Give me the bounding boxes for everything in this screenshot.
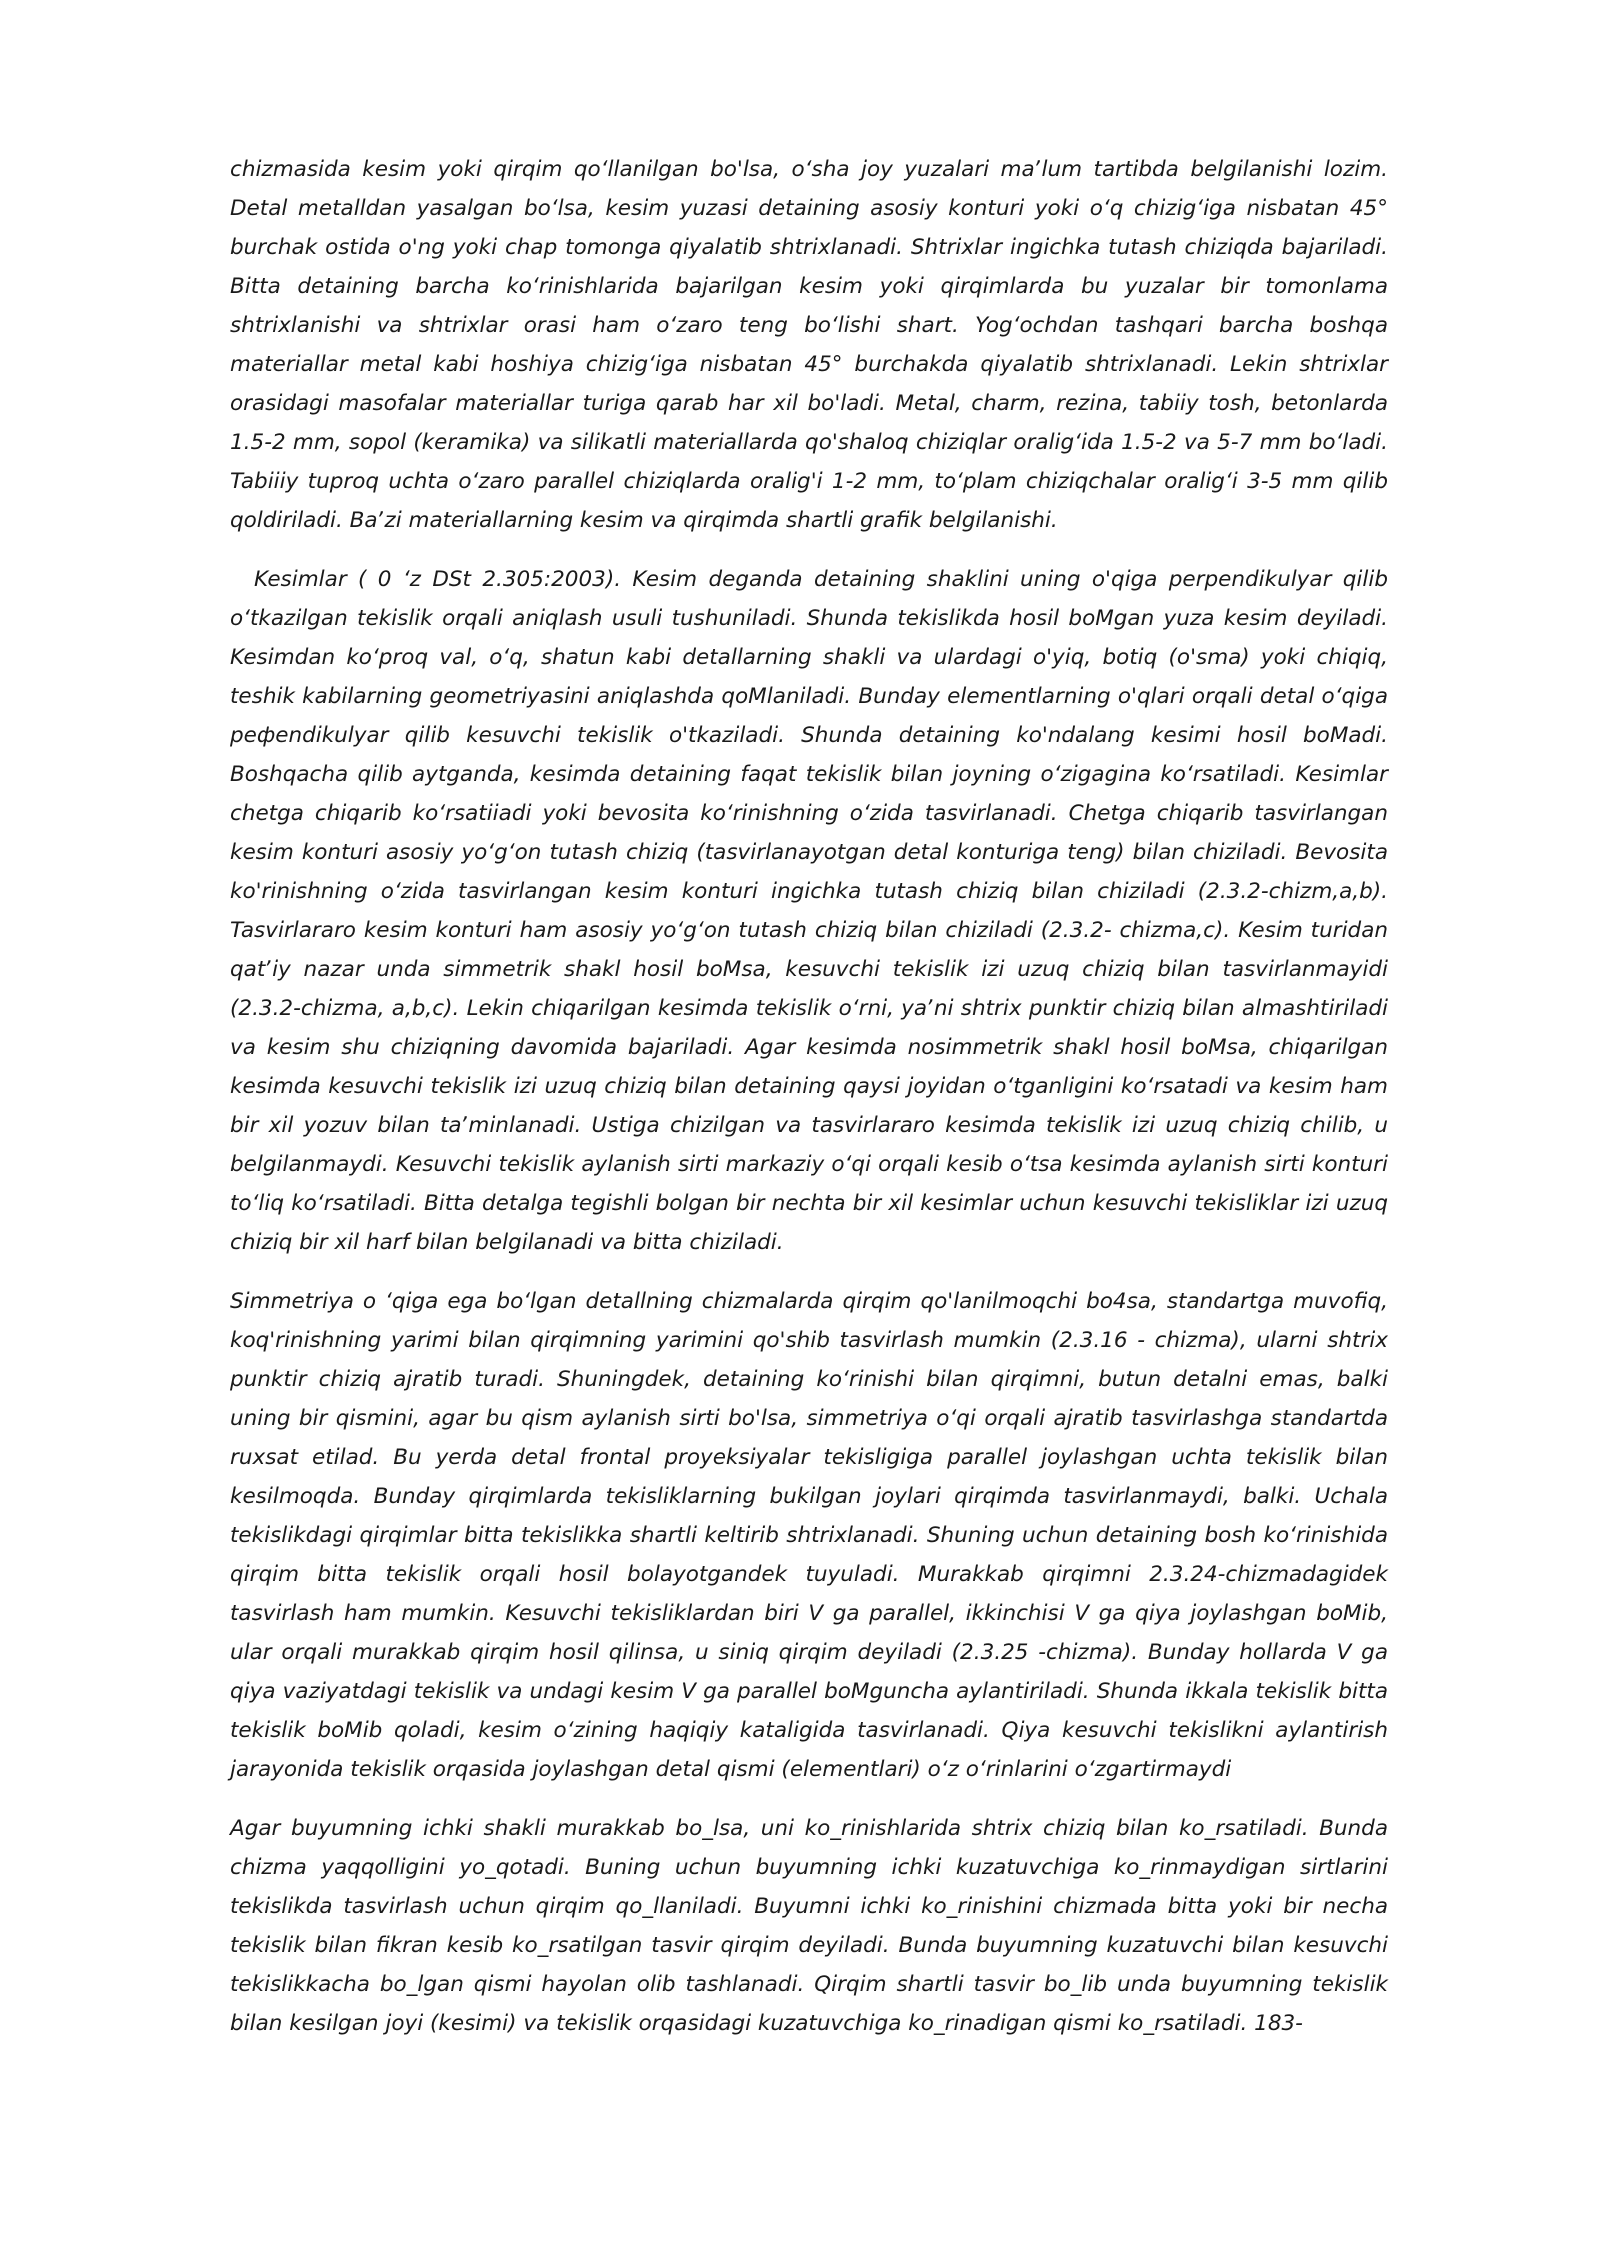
paragraph-shading-rules: chizmasida kesim yoki qirqim qoʻllanilgan bo'lsa, oʻsha joy yuzalari maʼlum tartibda belgilanishi lozim. Detal metalldan yasalgan boʻlsa, kesim yuzasi detaining asosiy konturi yoki oʻq chizigʻiga nisbatan 45° burchak ostida o'ng yoki chap tomonga qiyalatib shtrixlanadi. Shtrixlar ingichka tutash chiziqda bajariladi. Bitta detaining barcha koʻrinishlarida bajarilgan kesim yoki qirqimlarda bu yuzalar bir tomonlama shtrixlanishi va shtrixlar orasi ham oʻzaro teng boʻlishi shart. Yogʻochdan tashqari barcha boshqa materiallar metal kabi hoshiya chizigʻiga nisbatan 45° burchakda qiyalatib shtrixlanadi. Lekin shtrixlar orasidagi masofalar materiallar turiga qarab har xil bo'ladi. Metal, charm, rezina, tabiiy tosh, betonlarda 1.5-2 mm, sopol (keramika) va silikatli materiallarda qo'shaloq chiziqlar oraligʻida 1.5-2 va 5-7 mm boʻladi. Tabiiiy tuproq uchta oʻzaro parallel chiziqlarda oralig'i 1-2 mm, toʻplam chiziqchalar oraligʻi 3-5 mm qilib qoldiriladi. Baʼzi materiallarning kesim va qirqimda shartli grafik belgilanishi. (230, 157, 1388, 533)
document-page (230, 150, 1388, 2063)
paragraph-sections: Kesimlar ( 0 ʻz DSt 2.305:2003). Kesim deganda detaining shaklini uning o'qiga perpendikulyar qilib oʻtkazilgan tekislik orqali aniqlash usuli tushuniladi. Shunda tekislikda hosil boMgan yuza kesim deyiladi. Kesimdan koʻproq val, oʻq, shatun kabi detallarning shakli va ulardagi o'yiq, botiq (o'sma) yoki chiqiq, teshik kabilarning geometriyasini aniqlashda qoMlaniladi. Bunday elementlarning o'qlari orqali detal oʻqiga peфendikulyar qilib kesuvchi tekislik o'tkaziladi. Shunda detaining ko'ndalang kesimi hosil boMadi. Boshqacha qilib aytganda, kesimda detaining faqat tekislik bilan joyning oʻzigagina koʻrsatiladi. Kesimlar chetga chiqarib koʻrsatiiadi yoki bevosita koʻrinishning oʻzida tasvirlanadi. Chetga chiqarib tasvirlangan kesim konturi asosiy yoʻgʻon tutash chiziq (tasvirlanayotgan detal konturiga teng) bilan chiziladi. Bevosita ko'rinishning oʻzida tasvirlangan kesim konturi ingichka tutash chiziq bilan chiziladi (2.3.2-chizm,a,b). Tasvirlararo kesim konturi ham asosiy yoʻgʻon tutash chiziq bilan chiziladi (2.3.2- chizma,c). Kesim turidan qatʼiy nazar unda simmetrik shakl hosil boMsa, kesuvchi tekislik izi uzuq chiziq bilan tasvirlanmayidi (2.3.2-chizma, a,b,c). Lekin chiqarilgan kesimda tekislik oʻrni, yaʼni shtrix punktir chiziq bilan almashtiriladi va kesim shu chiziqning davomida bajariladi. Agar kesimda nosimmetrik shakl hosil boMsa, chiqarilgan kesimda kesuvchi tekislik izi uzuq chiziq bilan detaining qaysi joyidan oʻtganligini koʻrsatadi va kesim ham bir xil yozuv bilan taʼminlanadi. Ustiga chizilgan va tasvirlararo kesimda tekislik izi uzuq chiziq chilib, u belgilanmaydi. Kesuvchi tekislik aylanish sirti markaziy oʻqi orqali kesib oʻtsa kesimda aylanish sirti konturi toʻliq koʻrsatiladi. Bitta detalga tegishli bolgan bir nechta bir xil kesimlar uchun kesuvchi tekisliklar izi uzuq chiziq bir xil harf bilan belgilanadi va bitta chiziladi. (230, 567, 1388, 1255)
paragraph-internal-shape: Agar buyumning ichki shakli murakkab bo_lsa, uni ko_rinishlarida shtrix chiziq bilan ko_rsatiladi. Bunda chizma yaqqolligini yo_qotadi. Buning uchun buyumning ichki kuzatuvchiga ko_rinmaydigan sirtlarini tekislikda tasvirlash uchun qirqim qo_llaniladi. Buyumni ichki ko_rinishini chizmada bitta yoki bir necha tekislik bilan fikran kesib ko_rsatilgan tasvir qirqim deyiladi. Bunda buyumning kuzatuvchi bilan kesuvchi tekislikkacha bo_lgan qismi hayolan olib tashlanadi. Qirqim shartli tasvir bo_lib unda buyumning tekislik bilan kesilgan joyi (kesimi) va tekislik orqasidagi kuzatuvchiga ko_rinadigan qismi ko_rsatiladi. 183- (230, 1816, 1388, 2036)
paragraph-symmetry-cuts: Simmetriya o ʻqiga ega boʻlgan detallning chizmalarda qirqim qo'lanilmoqchi bo4sa, standartga muvofiq, koq'rinishning yarimi bilan qirqimning yarimini qo'shib tasvirlash mumkin (2.3.16 - chizma), ularni shtrix punktir chiziq ajratib turadi. Shuningdek, detaining koʻrinishi bilan qirqimni, butun detalni emas, balki uning bir qismini, agar bu qism aylanish sirti bo'lsa, simmetriya oʻqi orqali ajratib tasvirlashga standartda ruxsat etilad. Bu yerda detal frontal proyeksiyalar tekisligiga parallel joylashgan uchta tekislik bilan kesilmoqda. Bunday qirqimlarda tekisliklarning bukilgan joylari qirqimda tasvirlanmaydi, balki. Uchala tekislikdagi qirqimlar bitta tekislikka shartli keltirib shtrixlanadi. Shuning uchun detaining bosh koʻrinishida qirqim bitta tekislik orqali hosil bolayotgandek tuyuladi. Murakkab qirqimni 2.3.24-chizmadagidek tasvirlash ham mumkin. Kesuvchi tekisliklardan biri V ga parallel, ikkinchisi V ga qiya joylashgan boMib, ular orqali murakkab qirqim hosil qilinsa, u siniq qirqim deyiladi (2.3.25 -chizma). Bunday hollarda V ga qiya vaziyatdagi tekislik va undagi kesim V ga parallel boMguncha aylantiriladi. Shunda ikkala tekislik bitta tekislik boMib qoladi, kesim oʻzining haqiqiy kataligida tasvirlanadi. Qiya kesuvchi tekislikni aylantirish jarayonida tekislik orqasida joylashgan detal qismi (elementlari) oʻz oʻrinlarini oʻzgartirmaydi (230, 1289, 1388, 1782)
